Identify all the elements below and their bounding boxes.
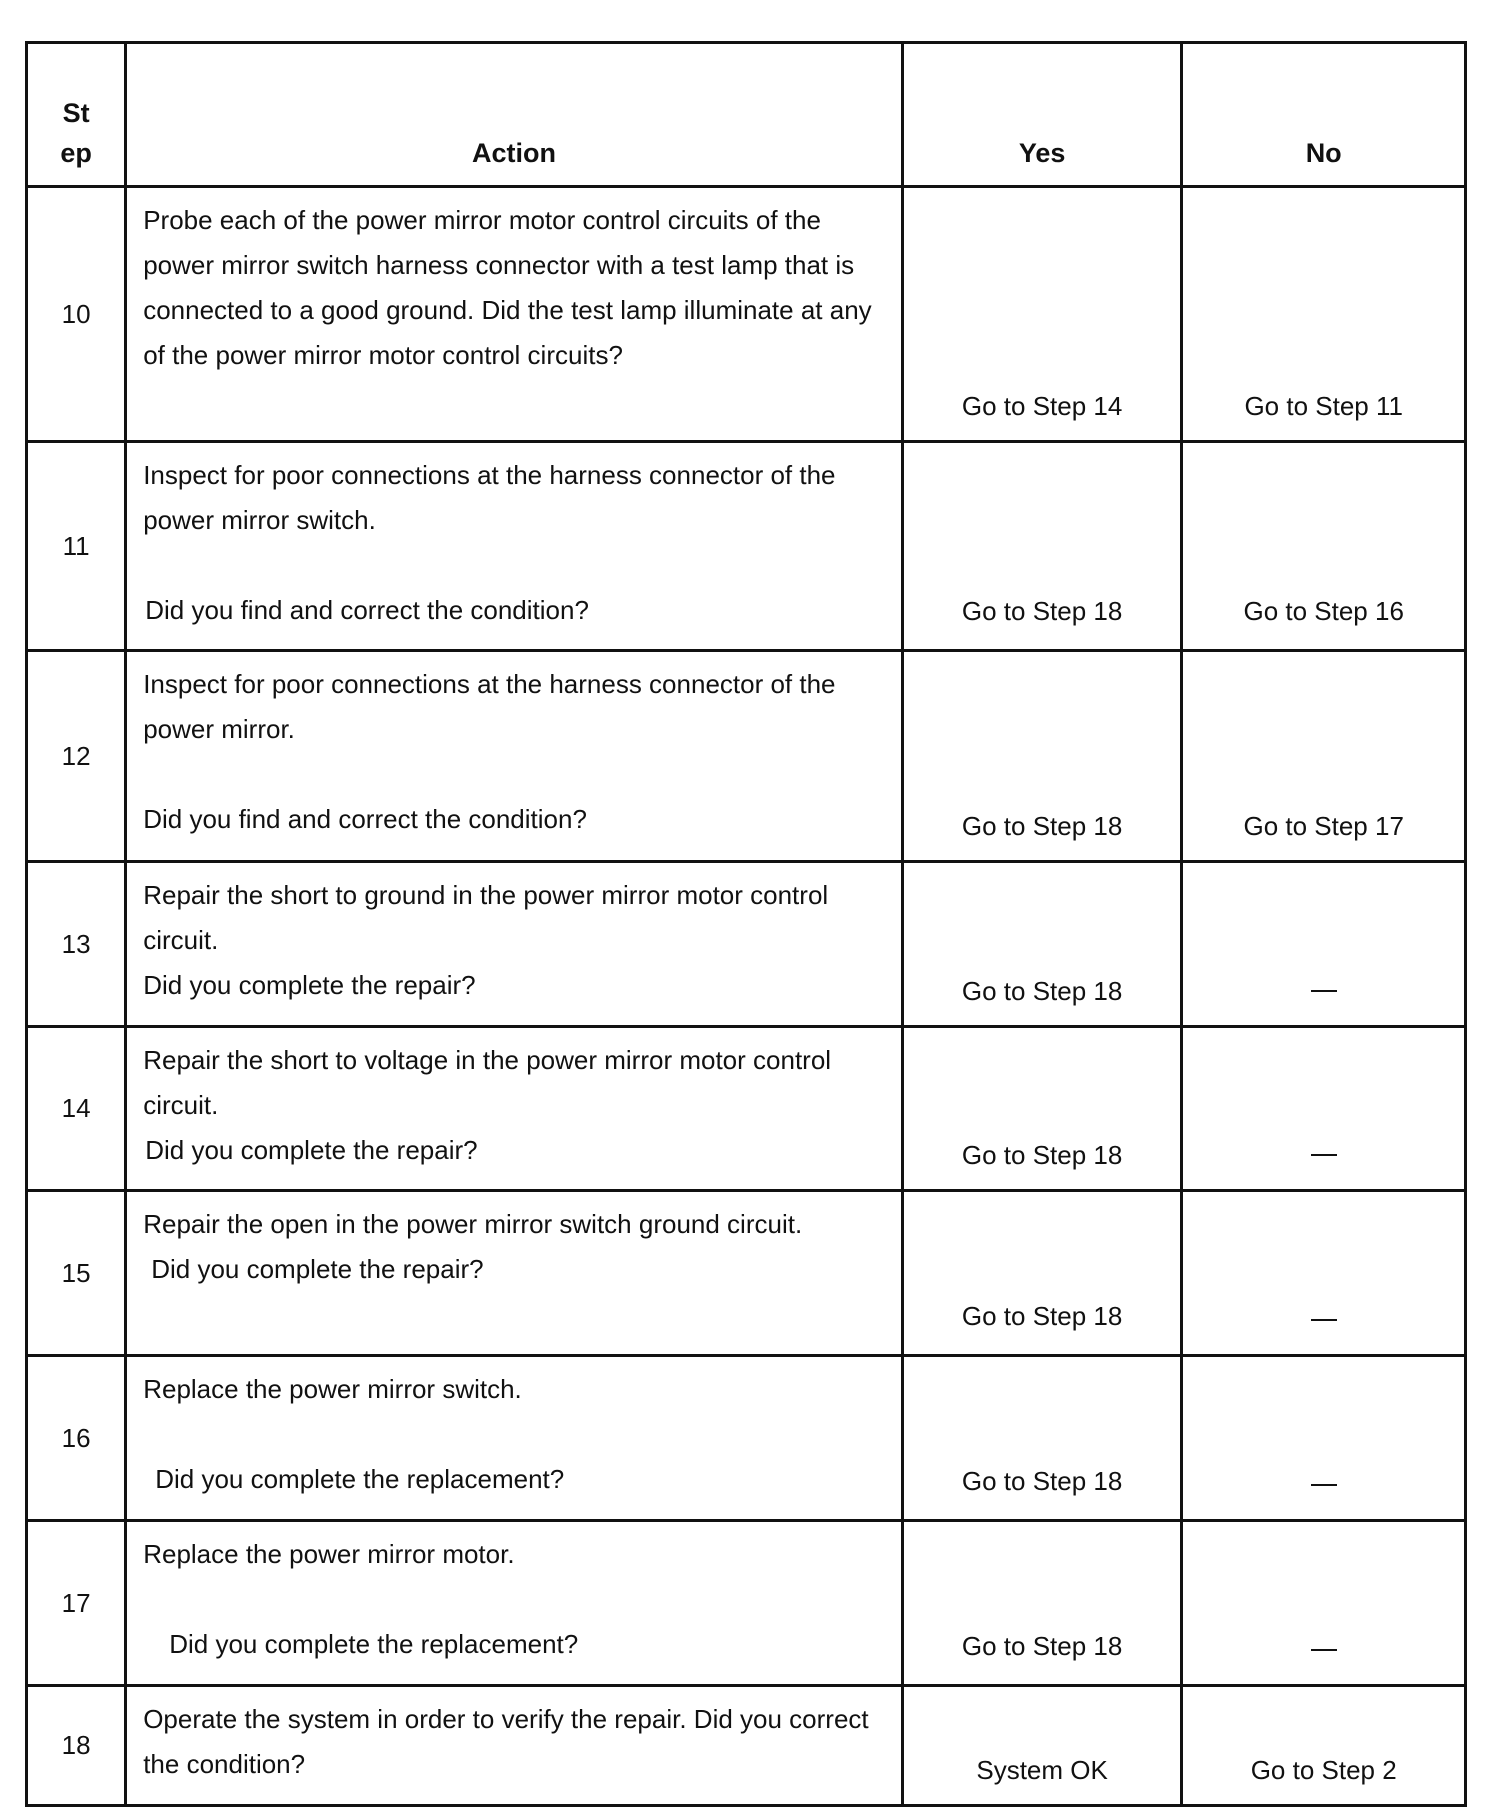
table-row xyxy=(27,1356,1466,1521)
no-cell xyxy=(1182,1521,1466,1686)
action-cell xyxy=(126,1356,903,1521)
action-question: Did you complete the repair? xyxy=(151,1254,484,1284)
action-text: Replace the power mirror motor. xyxy=(143,1539,515,1569)
no-cell: Go to Step 16 xyxy=(1182,442,1466,651)
step-number: 17 xyxy=(27,1521,126,1686)
no-cell xyxy=(1182,1191,1466,1356)
action-cell xyxy=(126,1191,903,1356)
step-number: 18 xyxy=(27,1686,126,1806)
action-text: Replace the power mirror switch. xyxy=(143,1374,522,1404)
yes-cell: Go to Step 18 xyxy=(902,442,1182,651)
step-number: 10 xyxy=(27,187,126,442)
yes-cell: Go to Step 14 xyxy=(902,187,1182,442)
no-cell xyxy=(1182,1027,1466,1191)
step-number: 16 xyxy=(27,1356,126,1521)
action-text: Inspect for poor connections at the harness connector of the power mirror. xyxy=(143,669,836,744)
yes-cell: Go to Step 18 xyxy=(902,651,1182,862)
table-row xyxy=(27,1191,1466,1356)
yes-column-header: Yes xyxy=(902,43,1182,187)
step-number: 14 xyxy=(27,1027,126,1191)
action-text: Probe each of the power mirror motor control circuits of the power mirror switch harness connector with a test lamp that is connected to a good ground. Did the test lamp illuminate at any of the power mirror motor control circuits? xyxy=(143,205,872,370)
yes-cell: Go to Step 18 xyxy=(902,1027,1182,1191)
table-row xyxy=(27,1686,1466,1806)
action-question: Did you complete the repair? xyxy=(143,970,476,1000)
table-row xyxy=(27,651,1466,862)
yes-cell: Go to Step 18 xyxy=(902,1356,1182,1521)
action-question: Did you complete the replacement? xyxy=(155,1464,565,1494)
action-question: Did you find and correct the condition? xyxy=(145,595,589,625)
action-question: Did you find and correct the condition? xyxy=(143,804,587,834)
yes-cell: Go to Step 18 xyxy=(902,1191,1182,1356)
step-number: 12 xyxy=(27,651,126,862)
action-cell xyxy=(126,442,903,651)
action-text: Repair the short to ground in the power mirror motor control circuit. xyxy=(143,880,829,955)
action-cell xyxy=(126,862,903,1027)
dash-placeholder xyxy=(1311,1319,1337,1321)
dash-placeholder xyxy=(1311,1649,1337,1651)
step-header-line-2: ep xyxy=(60,138,92,168)
action-question: Did you complete the replacement? xyxy=(169,1629,579,1659)
action-text: Inspect for poor connections at the harness connector of the power mirror switch. xyxy=(143,460,836,535)
action-text: Operate the system in order to verify the repair. Did you correct the condition? xyxy=(143,1704,869,1779)
dash-placeholder xyxy=(1311,1484,1337,1486)
action-text: Repair the short to voltage in the power mirror motor control circuit. xyxy=(143,1045,832,1120)
no-cell xyxy=(1182,862,1466,1027)
action-cell xyxy=(126,1521,903,1686)
diagnostic-table xyxy=(25,41,1467,1807)
step-number: 15 xyxy=(27,1191,126,1356)
yes-cell: System OK xyxy=(902,1686,1182,1806)
table-header-row xyxy=(27,43,1466,187)
step-number: 11 xyxy=(27,442,126,651)
table-row xyxy=(27,442,1466,651)
table-row xyxy=(27,1521,1466,1686)
no-cell: Go to Step 11 xyxy=(1182,187,1466,442)
yes-cell: Go to Step 18 xyxy=(902,862,1182,1027)
table-row xyxy=(27,862,1466,1027)
step-number: 13 xyxy=(27,862,126,1027)
no-column-header: No xyxy=(1182,43,1466,187)
table-row xyxy=(27,187,1466,442)
yes-cell: Go to Step 18 xyxy=(902,1521,1182,1686)
action-cell xyxy=(126,1027,903,1191)
step-header-line-1: St xyxy=(62,98,90,128)
step-column-header xyxy=(27,43,126,187)
no-cell xyxy=(1182,1356,1466,1521)
action-cell xyxy=(126,187,903,442)
dash-placeholder xyxy=(1311,1154,1337,1156)
table-row xyxy=(27,1027,1466,1191)
no-cell: Go to Step 17 xyxy=(1182,651,1466,862)
dash-placeholder xyxy=(1311,990,1337,992)
action-cell xyxy=(126,1686,903,1806)
action-text: Repair the open in the power mirror switch ground circuit. xyxy=(143,1209,803,1239)
no-cell: Go to Step 2 xyxy=(1182,1686,1466,1806)
action-column-header: Action xyxy=(126,43,903,187)
action-question: Did you complete the repair? xyxy=(145,1135,478,1165)
action-cell xyxy=(126,651,903,862)
